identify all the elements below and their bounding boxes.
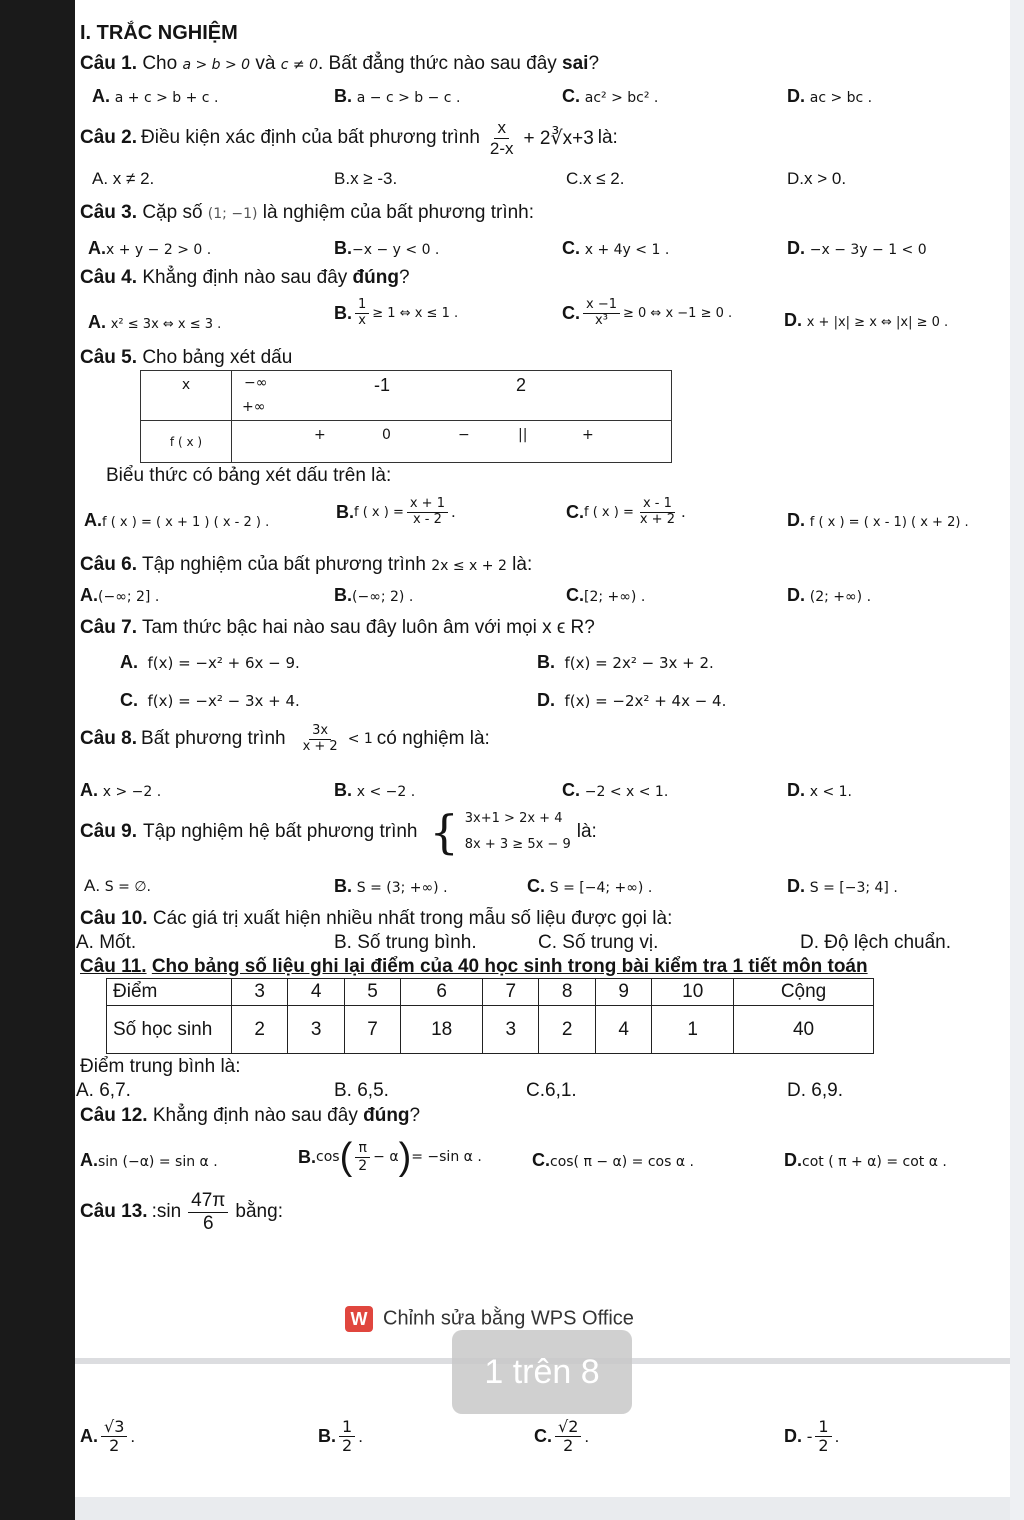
score-cell: 8 [539, 979, 595, 1006]
q2-option-a: A. x ≠ 2. [92, 169, 155, 188]
q8-option-b: B. x < −2 . [334, 780, 416, 800]
score-cell: 7 [483, 979, 539, 1006]
q7-option-a: A. f(x) = −x² + 6x − 9. [120, 652, 300, 672]
q12-option-b: B. cos ( $\frac{\pi}{2}$ − α ) = −sin α . [298, 1136, 482, 1178]
q12-option-d: D.cot ( π + α) = cot α . [784, 1150, 947, 1170]
q10-option-a: A. Mốt. [76, 932, 137, 953]
score-cell: 4 [288, 979, 344, 1006]
q6-option-c: C.[2; +∞) . [566, 585, 646, 605]
score-cell: 18 [401, 1006, 483, 1054]
q12-option-c: C.cos( π − α) = cos α . [532, 1150, 694, 1170]
score-cell: 10 [652, 979, 734, 1006]
q6-option-b: B.(−∞; 2) . [334, 585, 414, 605]
sign-table [140, 370, 672, 463]
right-margin [1010, 0, 1024, 1520]
q9-option-d: D. S = [−3; 4] . [787, 876, 898, 896]
q8-option-d: D. x < 1. [787, 780, 853, 800]
q13-option-d: D. - $\frac{1}{2}$ . [784, 1417, 840, 1456]
question-5: Câu 5. Cho bảng xét dấu [80, 347, 293, 368]
q3-option-b: B.−x − y < 0 . [334, 238, 440, 258]
score-cell: 1 [652, 1006, 734, 1054]
q2-option-c: C.x ≤ 2. [566, 169, 625, 188]
score-cell: 40 [734, 1006, 874, 1054]
sign-minus-inf: −∞ [244, 375, 268, 391]
q9-option-b: B. S = (3; +∞) . [334, 876, 448, 896]
q13-option-a: A. $\frac{√3}{2}$ . [80, 1417, 136, 1456]
score-row-count [107, 1006, 874, 1054]
score-cell: 2 [539, 1006, 595, 1054]
q5-prompt: Biểu thức có bảng xét dấu trên là: [106, 465, 392, 486]
sign-plus-inf: +∞ [242, 399, 266, 415]
score-cell: 3 [483, 1006, 539, 1054]
q1-option-c: C. ac² > bc² . [562, 86, 659, 106]
question-1: Câu 1. Cho a > b > 0 và c ≠ 0. Bất đẳng thức nào sau đây sai? [80, 53, 600, 74]
question-8: Câu 8. Bất phương trình $\frac{3x}{x + 2}$ < 1 có nghiệm là: [80, 723, 490, 754]
bottom-bar [75, 1497, 1010, 1520]
q8-option-a: A. x > −2 . [80, 780, 162, 800]
question-10: Câu 10. Các giá trị xuất hiện nhiều nhất trong mẫu số liệu được gọi là: [80, 908, 673, 929]
q11-prompt: Điểm trung bình là: [80, 1056, 241, 1077]
question-13: Câu 13. :sin $\frac{47\pi}{6}$ bằng: [80, 1190, 283, 1234]
q5-option-d: D. f ( x ) = ( x - 1) ( x + 2) . [787, 510, 969, 530]
q1-option-d: D. ac > bc . [787, 86, 873, 106]
score-cell: Cộng [734, 979, 874, 1006]
question-9: Câu 9. Tập nghiệm hệ bất phương trình { 3x+1 > 2x + 4 8x + 3 ≥ 5x − 9 là: [80, 805, 597, 859]
sign-table-fx: f ( x ) [141, 421, 232, 463]
q10-option-b: B. Số trung bình. [334, 932, 477, 953]
section-title: I. TRẮC NGHIỆM [80, 22, 238, 44]
score-table [106, 978, 874, 1054]
score-row-points [107, 979, 874, 1006]
score-cell: 6 [401, 979, 483, 1006]
score-header-count: Số học sinh [107, 1006, 232, 1054]
question-2: Câu 2. Điều kiện xác định của bất phương trình $\frac{x}{2-x}$ + 2∛x+3 là: [80, 118, 618, 158]
q12-option-a: A.sin (−α) = sin α . [80, 1150, 218, 1170]
q13-option-c: C. $\frac{√2}{2}$ . [534, 1417, 590, 1456]
q10-option-d: D. Độ lệch chuẩn. [800, 932, 952, 953]
sign-root-2: 2 [516, 375, 527, 395]
q13-option-b: B. $\frac{1}{2}$ . [318, 1417, 363, 1456]
sign-plus-1: + [314, 427, 326, 443]
q11-option-b: B. 6,5. [334, 1080, 389, 1101]
q8-option-c: C. −2 < x < 1. [562, 780, 669, 800]
q7-option-b: B. f(x) = 2x² − 3x + 2. [537, 652, 714, 672]
q7-option-d: D. f(x) = −2x² + 4x − 4. [537, 690, 727, 710]
q5-option-c: C. f ( x ) = $\frac{x - 1}{x + 2}$ . [566, 496, 686, 527]
q3-option-c: C. x + 4y < 1 . [562, 238, 670, 258]
score-cell: 9 [595, 979, 651, 1006]
question-11: Câu 11. Cho bảng số liệu ghi lại điểm của 40 học sinh trong bài kiểm tra 1 tiết môn toán [80, 956, 868, 977]
wps-edit-banner[interactable] [345, 1306, 634, 1332]
score-cell: 4 [595, 1006, 651, 1054]
q2-option-b: B.x ≥ -3. [334, 169, 398, 188]
sign-undefined: || [518, 427, 528, 443]
sign-root-minus-1: -1 [374, 375, 391, 395]
q11-option-c: C.6,1. [526, 1080, 577, 1101]
question-3: Câu 3. Cặp số (1; −1) là nghiệm của bất phương trình: [80, 202, 535, 223]
score-cell: 2 [232, 1006, 288, 1054]
q9-option-c: C. S = [−4; +∞) . [527, 876, 653, 896]
question-12: Câu 12. Khẳng định nào sau đây đúng? [80, 1105, 421, 1126]
q3-option-a: A.x + y − 2 > 0 . [88, 238, 212, 258]
score-cell: 7 [344, 1006, 400, 1054]
wps-edit-label: Chỉnh sửa bằng WPS Office [383, 1307, 634, 1330]
q5-option-a: A.f ( x ) = ( x + 1 ) ( x - 2 ) . [84, 510, 270, 530]
left-margin [0, 0, 75, 1520]
score-cell: 3 [288, 1006, 344, 1054]
page-indicator: 1 trên 8 [452, 1330, 632, 1414]
question-6: Câu 6. Tập nghiệm của bất phương trình 2x ≤ x + 2 là: [80, 554, 533, 575]
q4-option-d: D. x + |x| ≥ x ⇔ |x| ≥ 0 . [784, 310, 949, 330]
q10-option-c: C. Số trung vị. [538, 932, 659, 953]
sign-table-x: x [141, 371, 232, 421]
q11-option-a: A. 6,7. [76, 1080, 131, 1101]
question-4: Câu 4. Khẳng định nào sau đây đúng? [80, 267, 410, 288]
q3-option-d: D. −x − 3y − 1 < 0 [787, 238, 927, 258]
q1-option-a: A. a + c > b + c . [92, 86, 219, 106]
wps-logo-icon: W [345, 1306, 373, 1332]
q6-option-a: A.(−∞; 2] . [80, 585, 160, 605]
sign-plus-2: + [582, 427, 594, 443]
score-cell: 5 [344, 979, 400, 1006]
score-header-diem: Điểm [107, 979, 232, 1006]
q4-option-b: B. $\frac{1}{x}$ ≥ 1 ⇔ x ≤ 1 . [334, 297, 459, 328]
q5-option-b: B. f ( x ) = $\frac{x + 1}{x - 2}$ . [336, 496, 456, 527]
q9-option-a: A. S = ∅. [84, 876, 151, 895]
q4-option-c: C. $\frac{x -1}{\text{x³}}$ ≥ 0 ⇔ x −1 ≥ 0 . [562, 297, 733, 328]
q6-option-d: D. (2; +∞) . [787, 585, 872, 605]
question-7: Câu 7. Tam thức bậc hai nào sau đây luôn âm với mọi x ϵ R? [80, 617, 595, 638]
sign-zero: 0 [382, 427, 391, 443]
score-cell: 3 [232, 979, 288, 1006]
q4-option-a: A. x² ≤ 3x ⇔ x ≤ 3 . [88, 312, 222, 332]
q2-option-d: D.x > 0. [787, 169, 847, 188]
q11-option-d: D. 6,9. [787, 1080, 843, 1101]
q1-option-b: B. a − c > b − c . [334, 86, 461, 106]
sign-minus: − [458, 427, 470, 443]
q7-option-c: C. f(x) = −x² − 3x + 4. [120, 690, 300, 710]
